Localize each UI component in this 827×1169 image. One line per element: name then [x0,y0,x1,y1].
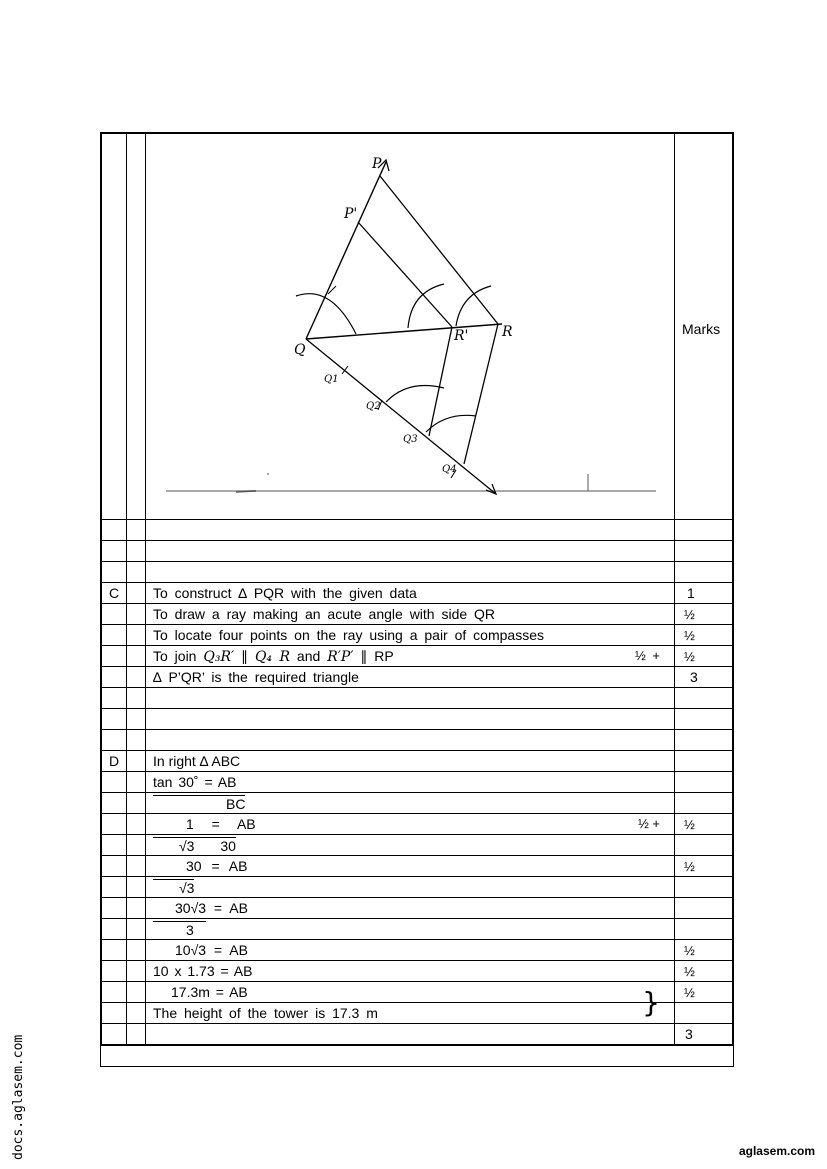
d-step-text: 10√3 = AB [175,942,248,958]
c-join-and: and [290,647,328,664]
label-q3: Q3 [403,434,418,445]
c-step-text: To draw a ray making an acute angle with side QR [146,604,675,625]
d-step-mark: ½ [684,817,695,832]
c-join-rp-tail: ∥ RP [353,647,394,664]
d-step-text: 10 x 1.73 = AB [153,963,253,979]
c-join-rp: R′P′ [327,648,354,665]
brand-footer: aglasem.com [738,1144,815,1158]
d-step-mark: ½ [684,943,695,958]
section-d-row-6 [102,856,733,877]
section-c-row-2 [102,604,733,625]
section-d-row-12 [102,982,733,1003]
label-q2: Q2 [366,401,381,412]
marking-table [101,133,733,1045]
label-p-prime: P' [344,206,358,222]
d-step-text: 3 [153,921,206,938]
d-step-mark: ½ [684,985,695,1000]
d-step-text: √3 [153,879,194,896]
section-c-row-3 [102,625,733,646]
construction-figure [146,134,674,519]
d-step-text: 30√3 = AB [175,900,248,916]
c-step-mark: 1 [687,585,695,601]
d-step-text: √3 30 [153,837,236,854]
c-join-q4r: Q₄ R [254,648,291,665]
label-q4: Q4 [442,464,457,475]
label-r-prime: R' [454,328,469,344]
d-step-text: 17.3m = AB [171,984,248,1000]
section-d-row-4 [102,814,733,835]
d-step-text: BC [153,795,245,812]
section-c-row-1 [102,583,733,604]
c-step-mark: ½ [684,628,695,643]
brace: } [642,986,660,1019]
c-join-prefix: To join [153,647,204,664]
c-step-mark: ½ [684,607,695,622]
section-letter-d: D [102,751,127,772]
c-step-text: To construct ∆ PQR with the given data [146,583,675,604]
marks-header: Marks [682,320,721,337]
section-d-row-1 [102,751,733,772]
d-step-text: tan 30˚ = AB [153,774,237,790]
answer-sheet [100,132,734,1067]
c-step-text: To locate four points on the ray using a pair of compasses [146,625,675,646]
section-c-row-4 [102,646,733,667]
section-d-total-row [102,1024,733,1045]
section-d-row-10 [102,940,733,961]
side-watermark: docs.aglasem.com [11,1034,26,1160]
d-step-mark: ½ [684,859,695,874]
label-q1: Q1 [324,374,339,385]
section-d-row-2 [102,772,733,793]
c-join-q3r: Q₃R′ [203,648,235,665]
d-inline-mark: ½ + [637,816,660,831]
label-p: P [372,156,382,172]
section-d-row-5 [102,835,733,856]
section-d-row-11 [102,961,733,982]
c-step-text: ∆ P’QR’ is the required triangle [146,667,675,688]
section-d-row-7 [102,877,733,898]
section-d-row-13 [102,1003,733,1024]
section-letter-c: C [102,583,127,604]
d-step-text: 1 = AB [186,816,256,832]
c-inline-mark: ½ + [634,648,660,663]
section-d-row-8 [102,898,733,919]
label-q: Q [294,342,306,358]
section-d-row-3 [102,793,733,814]
d-step-text: In right ∆ ABC [146,751,675,772]
d-step-text: The height of the tower is 17.3 m [153,1005,378,1021]
d-step-text: 30 = AB [186,858,248,874]
footer-spacer [101,1045,733,1066]
c-step-mark: ½ [684,649,695,664]
d-total-mark: 3 [685,1026,693,1042]
c-total-mark: 3 [690,669,698,685]
section-c-row-5 [102,667,733,688]
figure-row [102,134,733,520]
d-step-mark: ½ [684,964,695,979]
section-d-row-9 [102,919,733,940]
c-join-mid: ∥ [234,647,255,664]
label-r: R [502,324,513,340]
